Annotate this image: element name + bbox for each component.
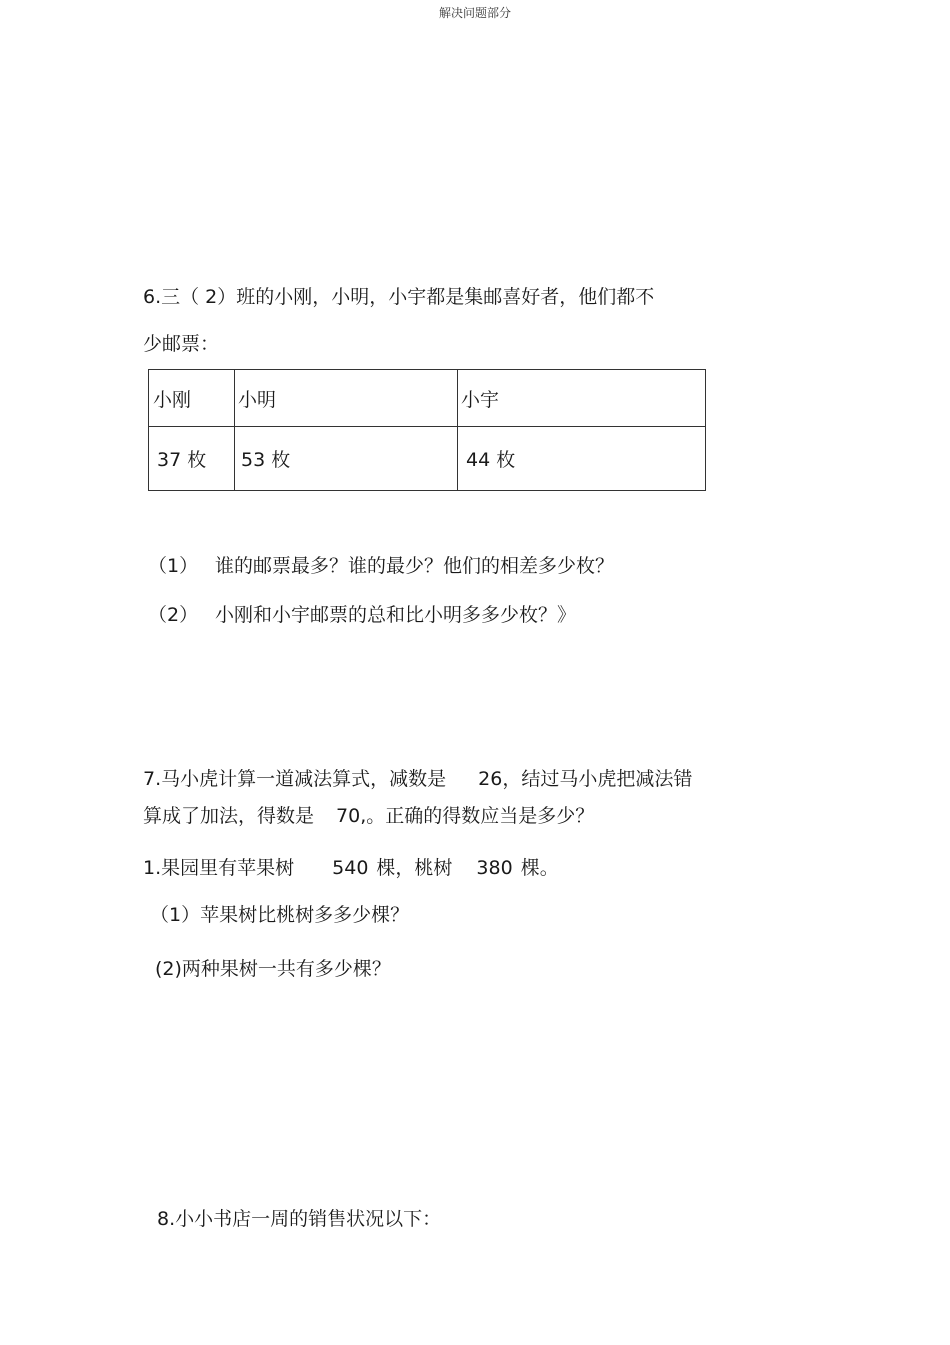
q1-peach-count: 380: [476, 857, 513, 879]
header-xiaoming: 小明: [238, 388, 277, 411]
q7-line1: [143, 767, 692, 791]
q6-sub1-number: （1）: [148, 555, 199, 577]
q1-part-a: 1.果园里有苹果树: [143, 857, 295, 879]
q6-sub2-text: 小刚和小宇邮票的总和比小明多多少枚？》: [215, 604, 577, 626]
q6-sub1-text: 谁的邮票最多？谁的最少？他们的相差多少枚？: [215, 555, 615, 577]
stamp-table-header-cell: [235, 370, 458, 427]
q1-apple-count: 540: [332, 857, 369, 879]
q1-sub2: (2)两种果树一共有多少棵？: [155, 958, 391, 980]
q1-part-b: 棵，桃树: [376, 857, 453, 879]
q6-line2: 少邮票：: [143, 333, 220, 355]
page-header: 解决问题部分: [438, 6, 511, 20]
q1-part-c: 棵。: [520, 857, 559, 879]
value-xiaoyu: 44 枚: [466, 449, 516, 471]
q6-sub2-number: （2）: [148, 604, 199, 626]
stamp-table-header-cell: [458, 370, 706, 427]
stamp-table-value-cell: [149, 427, 235, 491]
stamp-table-header-row: [149, 370, 706, 427]
header-xiaoyu: 小宇: [461, 388, 500, 411]
stamp-table-value-row: [149, 427, 706, 491]
stamp-table-header-cell: [149, 370, 235, 427]
q7-line2-part-b: 。正确的得数应当是多少？: [366, 805, 595, 827]
q6-line1: 6.三（ 2）班的小刚，小明，小宇都是集邮喜好者，他们都不: [143, 286, 655, 308]
value-xiaoming: 53 枚: [241, 449, 291, 471]
header-xiaogang: 小刚: [153, 388, 192, 411]
stamp-table-value-cell: [235, 427, 458, 491]
q7-line2-part-a: 算成了加法，得数是: [143, 805, 315, 827]
q7-line1-part-a: 7.马小虎计算一道减法算式，减数是: [143, 768, 447, 790]
q1-sub1: （1）苹果树比桃树多多少棵？: [150, 904, 410, 926]
q8-line1: 8.小小书店一周的销售状况以下：: [157, 1208, 442, 1230]
stamp-table-value-cell: [458, 427, 706, 491]
q7-sum: 70,: [336, 805, 367, 827]
stamp-table: [148, 369, 706, 491]
q7-line1-part-b: ，结过马小虎把减法错: [502, 768, 693, 790]
q7-line2: [143, 804, 594, 828]
q7-subtrahend: 26: [478, 768, 503, 790]
q1-line: [143, 856, 559, 880]
value-xiaogang: 37 枚: [157, 449, 207, 471]
